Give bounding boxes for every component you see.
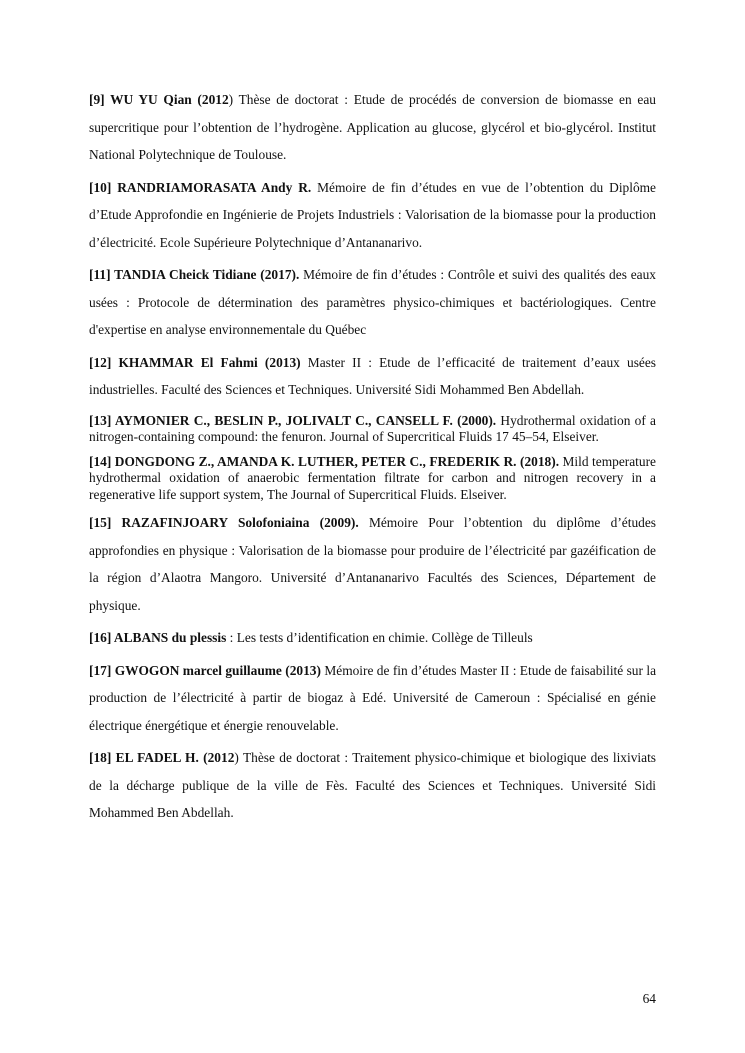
reference-author: [18] EL FADEL H. (2012 — [89, 750, 235, 766]
reference-entry — [89, 261, 656, 344]
reference-author: [9] WU YU Qian (2012 — [89, 92, 229, 107]
reference-text: ) Thèse de doctorat : Traitement physico-chimique et biologique des lixiviats de la décharge publique de la ville de Fès. Faculté des Sciences et Techniques. Université Sidi Mohammed Ben Abdellah. — [89, 750, 657, 821]
reference-entry — [89, 86, 656, 169]
reference-text: Mémoire de fin d’études : Contrôle et suivi des qualités des eaux usées : Protocole de détermination des paramètres physico-chimiques et bactériologiques. Centre d'expertise en analyse environnementale du Québec — [89, 267, 656, 337]
reference-entry — [89, 174, 656, 257]
reference-list — [89, 86, 656, 827]
reference-entry — [89, 657, 656, 740]
reference-entry — [89, 349, 656, 404]
reference-entry — [89, 413, 656, 446]
reference-text: Mémoire Pour l’obtention du diplôme d’études approfondies en physique : Valorisation de la biomasse pour produire de l’électricité par gazéification de la région d’Alaotra Mangoro. Université d’Antananarivo Facultés des Sciences, Département de physique. — [89, 515, 656, 613]
reference-text: Master II : Etude de l’efficacité de traitement d’eaux usées industrielles. Faculté des Sciences et Techniques. Université Sidi Mohammed Ben Abdellah. — [89, 354, 657, 397]
reference-entry — [89, 744, 656, 827]
reference-text: ) Thèse de doctorat : Etude de procédés de conversion de biomasse en eau supercritique pour l’obtention de l’hydrogène. Application au glucose, glycérol et bio-glycérol. Institut National Polytechnique de Toulouse. — [89, 92, 656, 162]
reference-entry — [89, 624, 656, 652]
reference-author: [16] ALBANS du plessis — [89, 630, 227, 646]
reference-text: Hydrothermal oxidation of a nitrogen-containing compound: the fenuron. Journal of Supercritical Fluids 17 45–54, Elseiver. — [89, 412, 656, 445]
reference-text: Mild temperature hydrothermal oxidation of anaerobic fermentation filtrate for carbon and nitrogen recovery in a regenerative life support system, The Journal of Supercritical Fluids. Elseiver. — [89, 453, 656, 502]
reference-author: [15] RAZAFINJOARY Solofoniaina (2009). — [89, 515, 359, 531]
reference-author: [11] TANDIA Cheick Tidiane (2017). — [89, 267, 300, 282]
reference-entry — [89, 509, 656, 619]
reference-author: [14] DONGDONG Z., AMANDA K. LUTHER, PETER C., FREDERIK R. (2018). — [89, 453, 560, 469]
reference-author: [12] KHAMMAR El Fahmi (2013) — [89, 354, 301, 370]
reference-text: Mémoire de fin d’études Master II : Etude de faisabilité sur la production de l’électricité à partir de biogaz à Edé. Université de Cameroun : Spécialisé en génie électrique énergétique et énergie renouvelable. — [89, 662, 657, 733]
page-number: 64 — [642, 991, 656, 1006]
reference-text: Mémoire de fin d’études en vue de l’obtention du Diplôme d’Etude Approfondie en Ingénierie de Projets Industriels : Valorisation de la biomasse pour la production d’électricité. Ecole Supérieure Polytechnique d’Antananarivo. — [89, 179, 657, 250]
reference-author: [17] GWOGON marcel guillaume (2013) — [89, 662, 321, 678]
reference-entry — [89, 454, 656, 504]
reference-author: [13] AYMONIER C., BESLIN P., JOLIVALT C., CANSELL F. (2000). — [89, 412, 497, 428]
reference-text: : Les tests d’identification en chimie. Collège de Tilleuls — [226, 630, 533, 646]
reference-author: [10] RANDRIAMORASATA Andy R. — [89, 179, 312, 195]
